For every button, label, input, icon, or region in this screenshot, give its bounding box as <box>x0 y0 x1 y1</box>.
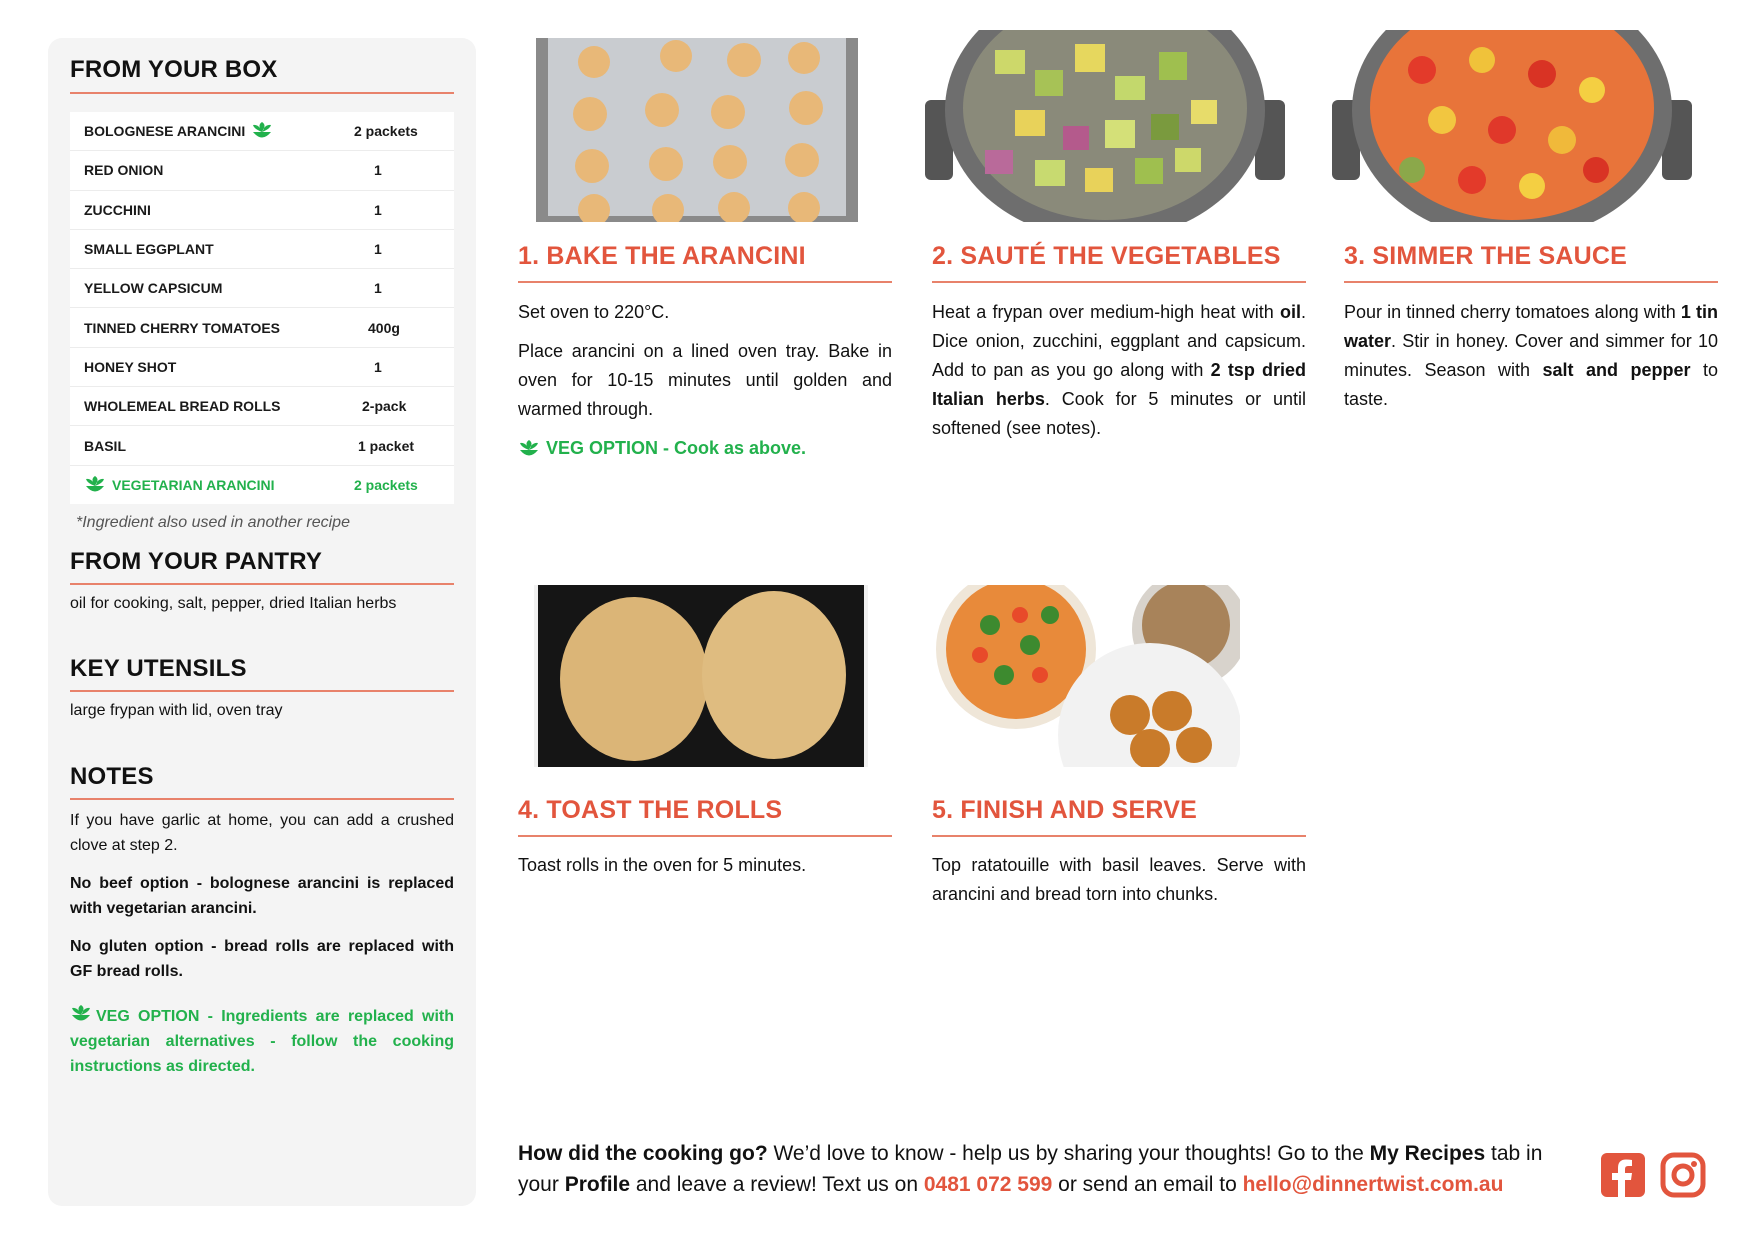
footer-email-link[interactable]: hello@dinnertwist.com.au <box>1242 1173 1504 1196</box>
ingredient-qty: 1 <box>374 162 382 179</box>
footer-text: or send an email to <box>1052 1173 1243 1196</box>
ingredient-name: RED ONION <box>84 162 164 179</box>
ingredient-qty: 1 <box>374 280 382 297</box>
step-1-title: 1. BAKE THE ARANCINI <box>518 242 806 270</box>
step-2-text: . Dice onion, zucchini, eggplant and capsicum. Add to pan as you go along with <box>932 302 1306 380</box>
step-2-text: Heat a frypan over medium-high heat with <box>932 302 1280 322</box>
ingredient-row <box>70 269 454 308</box>
step-2-title: 2. SAUTÉ THE VEGETABLES <box>932 242 1281 270</box>
ingredient-qty: 1 packet <box>358 437 415 454</box>
step-3-text: . Stir in honey. Cover and simmer for 10 minutes. Season with <box>1344 331 1718 380</box>
ingredient-qty: 1 <box>374 241 382 258</box>
step-2-text: . Cook for 5 minutes or until softened (see notes). <box>932 389 1306 438</box>
box-heading: FROM YOUR BOX <box>70 56 278 83</box>
ingredient-row <box>70 151 454 190</box>
step-3-text: Pour in tinned cherry tomatoes along with <box>1344 302 1681 322</box>
step-2-bold: 2 tsp dried Italian herbs <box>932 360 1307 409</box>
note-veg <box>70 1004 454 1079</box>
ingredient-qty: 2 packets <box>354 476 418 493</box>
step-4-title: 4. TOAST THE ROLLS <box>518 796 783 824</box>
veg-leaf-icon <box>251 121 273 141</box>
pantry-heading: FROM YOUR PANTRY <box>70 548 323 575</box>
step-4-p1: Toast rolls in the oven for 5 minutes. <box>518 855 807 875</box>
notes-body <box>70 808 454 1092</box>
instagram-icon[interactable] <box>1660 1152 1706 1198</box>
ingredient-qty: 2 packets <box>354 123 418 140</box>
step-5-p1: Top ratatouille with basil leaves. Serve with arancini and bread torn into chunks. <box>932 855 1306 904</box>
arancini-tray-photo <box>534 38 860 222</box>
step-1-veg-option <box>518 434 892 463</box>
notes-heading-rule <box>70 798 454 800</box>
step-4-body <box>518 851 892 890</box>
utensils-heading: KEY UTENSILS <box>70 655 247 682</box>
step-1-veg-text: VEG OPTION - Cook as above. <box>546 438 807 458</box>
notes-heading: NOTES <box>70 763 154 790</box>
step-2-bold: oil <box>1279 302 1301 322</box>
ingredient-row <box>70 348 454 387</box>
veg-leaf-icon <box>518 439 540 459</box>
step-3-title: 3. SIMMER THE SAUCE <box>1344 242 1627 270</box>
step-5-rule <box>932 835 1306 837</box>
utensils-heading-rule <box>70 690 454 692</box>
step-1-body <box>518 298 892 463</box>
footer-text: and leave a review! Text us on <box>630 1173 924 1196</box>
step-4-rule <box>518 835 892 837</box>
footer-text: We’d love to know - help us by sharing your thoughts! Go to the <box>767 1142 1370 1165</box>
ingredient-row-veg <box>70 466 454 504</box>
feedback-footer <box>518 1138 1578 1200</box>
ingredient-qty: 2-pack <box>362 398 407 415</box>
footer-profile: Profile <box>564 1173 631 1196</box>
ingredient-row <box>70 112 454 151</box>
note-garlic: If you have garlic at home, you can add a crushed clove at step 2. <box>70 812 454 854</box>
ingredient-name: BASIL <box>84 437 126 454</box>
step-3-bold: salt and pepper <box>1542 360 1691 380</box>
ingredients-sidebar <box>48 38 476 1206</box>
box-footnote: *Ingredient also used in another recipe <box>76 514 350 531</box>
footer-text: tab in your <box>518 1142 1543 1196</box>
footer-phone-link[interactable]: 0481 072 599 <box>923 1173 1053 1196</box>
box-ingredients-table <box>70 112 454 504</box>
step-3-text: to taste. <box>1344 360 1719 409</box>
facebook-icon[interactable] <box>1600 1152 1646 1198</box>
ingredient-row <box>70 191 454 230</box>
note-no-beef: No beef option - bolognese arancini is replaced with vegetarian arancini. <box>70 875 454 917</box>
ingredient-name: HONEY SHOT <box>84 358 177 375</box>
finished-dish-photo <box>920 585 1240 767</box>
utensils-text: large frypan with lid, oven tray <box>70 702 283 719</box>
sauce-pan-photo <box>1332 30 1692 222</box>
step-5-body <box>932 851 1306 919</box>
step-2-body <box>932 298 1306 453</box>
step-2-rule <box>932 281 1306 283</box>
ingredient-qty: 1 <box>374 358 382 375</box>
ingredient-qty: 1 <box>374 201 382 218</box>
footer-my-recipes: My Recipes <box>1369 1142 1486 1165</box>
veg-leaf-icon <box>84 475 106 495</box>
step-1-p1: Set oven to 220°C. <box>518 302 670 322</box>
step-3-body <box>1344 298 1718 424</box>
veg-leaf-icon <box>70 1004 92 1024</box>
step-1-rule <box>518 281 892 283</box>
box-heading-rule <box>70 92 454 94</box>
vegetables-pan-photo <box>925 30 1285 222</box>
step-3-bold: 1 tin water <box>1344 302 1718 351</box>
ingredient-name: WHOLEMEAL BREAD ROLLS <box>84 398 281 415</box>
ingredient-name: BOLOGNESE ARANCINI <box>84 123 246 140</box>
step-5-title: 5. FINISH AND SERVE <box>932 796 1197 824</box>
pantry-heading-rule <box>70 583 454 585</box>
ingredient-row <box>70 308 454 347</box>
bread-rolls-photo <box>534 585 868 767</box>
ingredient-row <box>70 230 454 269</box>
pantry-text: oil for cooking, salt, pepper, dried Italian herbs <box>70 595 397 612</box>
ingredient-row <box>70 426 454 465</box>
note-no-gluten: No gluten option - bread rolls are replaced with GF bread rolls. <box>70 938 454 980</box>
step-3-rule <box>1344 281 1718 283</box>
note-veg-text: VEG OPTION - Ingredients are replaced with vegetarian alternatives - follow the cooking instructions as directed. <box>70 1008 454 1075</box>
ingredient-qty: 400g <box>368 319 400 336</box>
footer-question: How did the cooking go? <box>518 1142 768 1165</box>
ingredient-name: TINNED CHERRY TOMATOES <box>84 319 281 336</box>
step-1-p2: Place arancini on a lined oven tray. Bake in oven for 10-15 minutes until golden and warmed through. <box>518 341 892 419</box>
ingredient-name: VEGETARIAN ARANCINI <box>112 476 275 493</box>
ingredient-name: ZUCCHINI <box>84 201 151 218</box>
ingredient-name: YELLOW CAPSICUM <box>84 280 223 297</box>
ingredient-row <box>70 387 454 426</box>
ingredient-name: SMALL EGGPLANT <box>84 241 214 258</box>
